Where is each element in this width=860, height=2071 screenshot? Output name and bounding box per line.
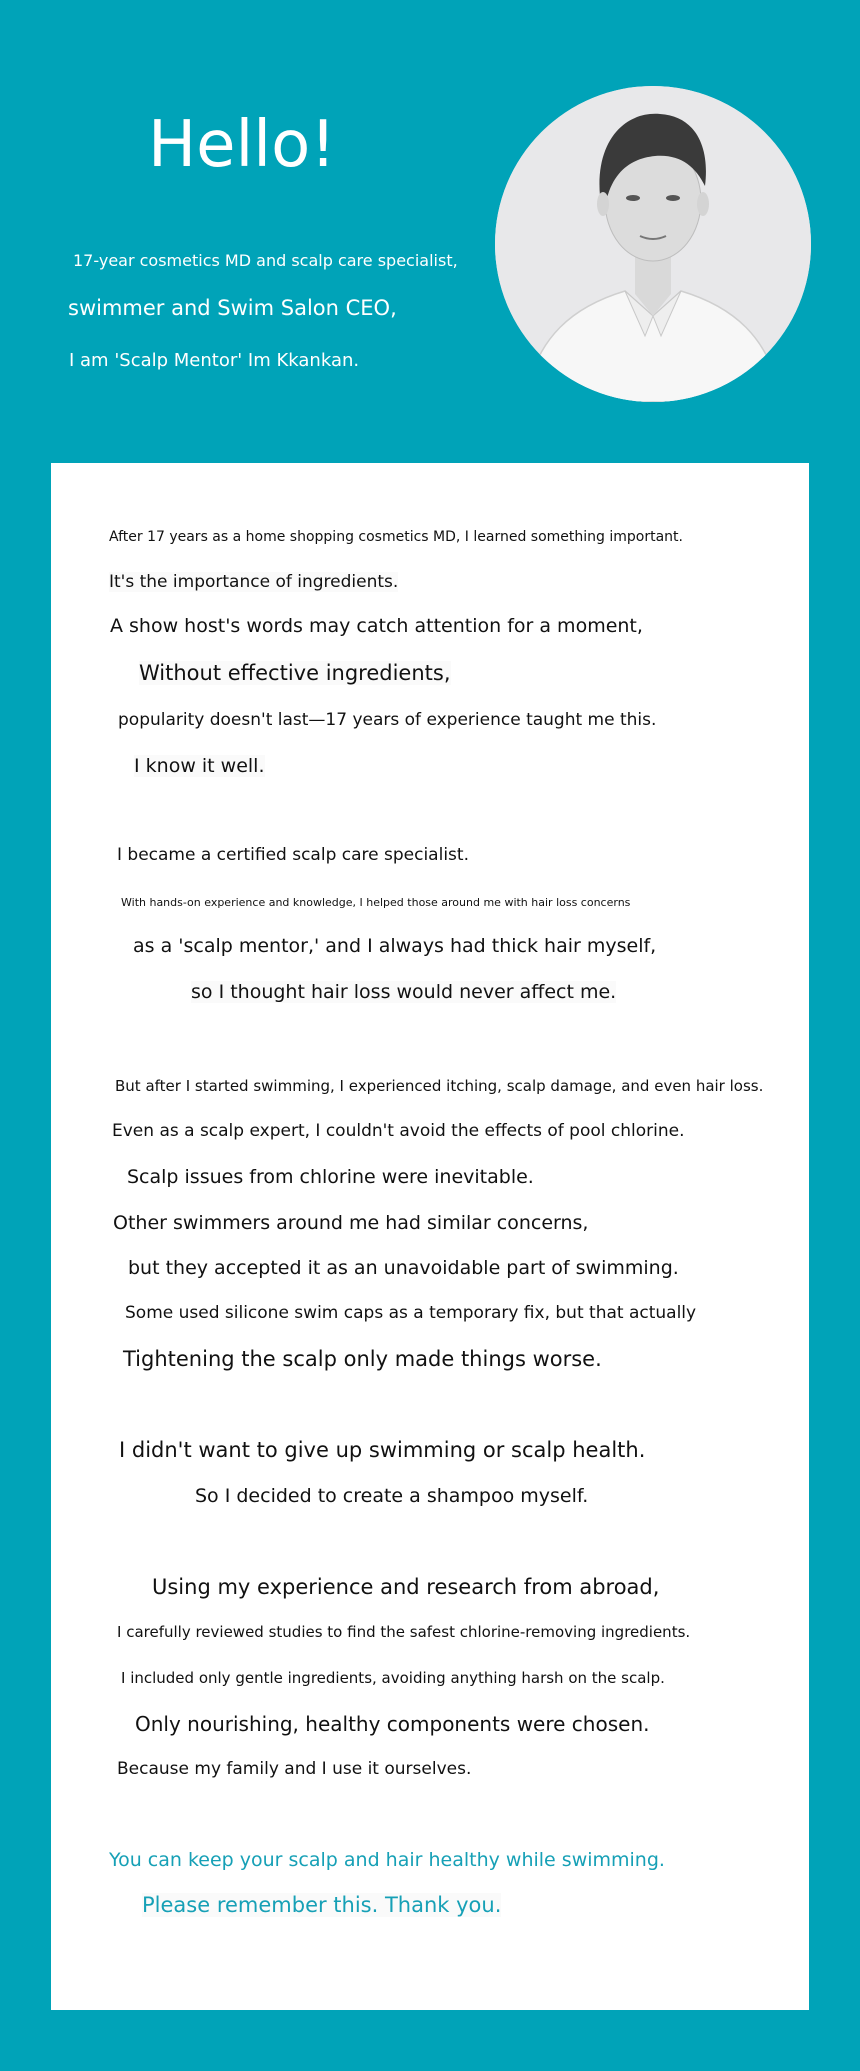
story-line: Some used silicone swim caps as a temporary fix, but that actually	[125, 1303, 697, 1323]
story-line: Only nourishing, healthy components were chosen.	[135, 1712, 650, 1736]
story-line: Other swimmers around me had similar concerns,	[113, 1212, 589, 1234]
hero-section	[0, 0, 860, 463]
intro-line-2: swimmer and Swim Salon CEO,	[68, 296, 397, 320]
closing-line: You can keep your scalp and hair healthy while swimming.	[109, 1849, 665, 1871]
story-line: A show host's words may catch attention for a moment,	[110, 615, 643, 637]
story-line: I didn't want to give up swimming or scalp health.	[119, 1438, 646, 1462]
intro-line-1: 17-year cosmetics MD and scalp care specialist,	[73, 251, 458, 270]
story-line: With hands-on experience and knowledge, I helped those around me with hair loss concerns	[121, 896, 631, 909]
story-line: Even as a scalp expert, I couldn't avoid the effects of pool chlorine.	[112, 1121, 685, 1141]
story-line: It's the importance of ingredients.	[109, 572, 399, 592]
greeting-title: Hello!	[148, 108, 336, 182]
story-line: Without effective ingredients,	[139, 661, 451, 685]
story-line: popularity doesn't last—17 years of experience taught me this.	[118, 710, 657, 730]
story-line: After 17 years as a home shopping cosmetics MD, I learned something important.	[109, 529, 683, 545]
story-line: Scalp issues from chlorine were inevitable.	[127, 1166, 534, 1188]
story-line: as a 'scalp mentor,' and I always had thick hair myself,	[133, 935, 657, 957]
story-line: so I thought hair loss would never affect me.	[191, 981, 617, 1003]
story-line: Tightening the scalp only made things worse.	[123, 1347, 602, 1371]
story-line: So I decided to create a shampoo myself.	[195, 1485, 589, 1507]
story-line: But after I started swimming, I experienced itching, scalp damage, and even hair loss.	[115, 1077, 764, 1095]
profile-photo	[495, 86, 811, 402]
story-line: I became a certified scalp care specialist.	[117, 845, 469, 865]
closing-line: Please remember this. Thank you.	[142, 1893, 502, 1917]
portrait-illustration	[495, 86, 811, 402]
story-line: I know it well.	[134, 755, 265, 777]
story-line: I included only gentle ingredients, avoiding anything harsh on the scalp.	[121, 1669, 665, 1687]
story-line: but they accepted it as an unavoidable part of swimming.	[128, 1257, 679, 1279]
story-line: Because my family and I use it ourselves.	[117, 1759, 472, 1779]
story-card	[51, 463, 809, 2010]
intro-line-3: I am 'Scalp Mentor' Im Kkankan.	[69, 350, 360, 371]
story-line: Using my experience and research from abroad,	[152, 1575, 660, 1599]
story-line: I carefully reviewed studies to find the safest chlorine-removing ingredients.	[117, 1623, 691, 1641]
